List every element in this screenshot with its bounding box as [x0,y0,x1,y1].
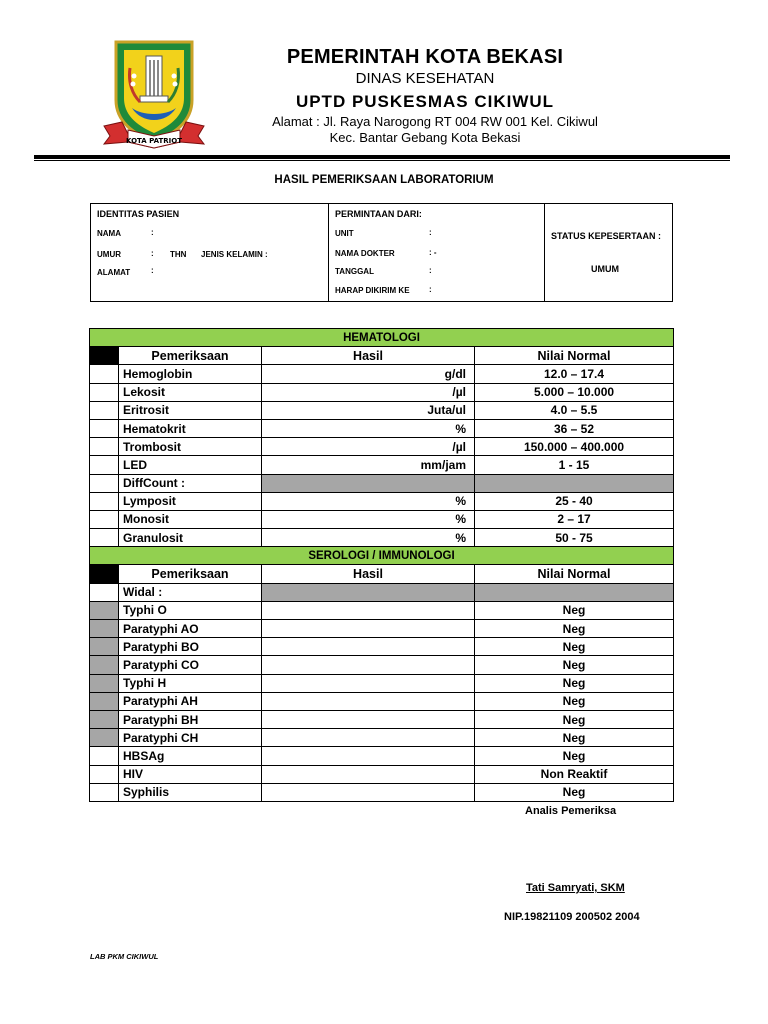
normal-value: Neg [475,747,674,765]
table-row [90,383,674,401]
result-cell [262,656,475,674]
hematologi-title-row [90,329,674,347]
patient-info-box [90,203,673,302]
row-marker-cell [90,656,119,674]
row-marker-cell [90,492,119,510]
test-name: Paratyphi CO [119,656,262,674]
result-cell [262,729,475,747]
header-address: Alamat : Jl. Raya Narogong RT 004 RW 001 Kel. Cikiwul [272,114,598,129]
table-row [90,438,674,456]
normal-value: 5.000 – 10.000 [475,383,674,401]
col-header-nilai-normal: Nilai Normal [475,565,674,583]
document-title: HASIL PEMERIKSAAN LABORATORIUM [274,174,494,186]
table-row [90,674,674,692]
row-marker-cell [90,783,119,801]
test-name: Paratyphi CH [119,729,262,747]
table-row [90,529,674,547]
status-value: UMUM [591,264,619,274]
test-name: Syphilis [119,783,262,801]
value-nama-dokter: : - [429,248,437,257]
test-name: Eritrosit [119,401,262,419]
hematologi-header-row [90,347,674,365]
header-government: PEMERINTAH KOTA BEKASI [286,46,564,68]
table-row [90,783,674,801]
request-heading: PERMINTAAN DARI: [335,209,422,219]
table-row [90,729,674,747]
test-name: Typhi O [119,601,262,619]
status-section [545,204,672,301]
test-name: Hematokrit [119,419,262,437]
result-cell: /µl [262,383,475,401]
result-cell [262,638,475,656]
result-cell: Juta/ul [262,401,475,419]
test-name: Paratyphi BH [119,710,262,728]
result-cell [262,583,475,601]
analyst-name: Tati Samryati, SKM [526,882,625,894]
row-marker-cell [90,438,119,456]
kota-bekasi-emblem [102,38,206,150]
normal-value: 150.000 – 400.000 [475,438,674,456]
header-marker-cell [90,347,119,365]
request-section [329,204,545,301]
colon-harap-dikirim: : [429,285,432,294]
table-row [90,401,674,419]
colon-unit: : [429,228,432,237]
table-row [90,510,674,528]
status-heading: STATUS KEPESERTAAN : [551,231,662,241]
table-row [90,765,674,783]
row-marker-cell [90,583,119,601]
table-row [90,474,674,492]
normal-value: Neg [475,692,674,710]
footer-label: LAB PKM CIKIWUL [90,952,159,961]
header-rule-thin [34,160,730,161]
col-header-pemeriksaan: Pemeriksaan [119,347,262,365]
hematologi-title: HEMATOLOGI [90,329,674,347]
normal-value: Neg [475,638,674,656]
label-umur: UMUR [97,250,121,259]
test-name: Granulosit [119,529,262,547]
header-rule-thick [34,155,730,159]
result-cell [262,674,475,692]
normal-value: Non Reaktif [475,765,674,783]
analyst-role: Analis Pemeriksa [525,805,617,817]
result-cell [262,747,475,765]
colon-alamat: : [151,266,154,275]
colon-tanggal: : [429,266,432,275]
patient-identity-section [91,204,329,301]
row-marker-cell [90,692,119,710]
test-name: Widal : [119,583,262,601]
row-marker-cell [90,401,119,419]
serologi-title-row [90,547,674,565]
row-marker-cell [90,601,119,619]
result-cell [262,692,475,710]
normal-value: Neg [475,783,674,801]
header-district: Kec. Bantar Gebang Kota Bekasi [329,130,521,145]
normal-value: 4.0 – 5.5 [475,401,674,419]
row-marker-cell [90,383,119,401]
normal-value: Neg [475,601,674,619]
normal-value [475,583,674,601]
header-puskesmas: UPTD PUSKESMAS CIKIWUL [295,92,555,111]
table-row [90,692,674,710]
test-name: Lekosit [119,383,262,401]
normal-value: 25 - 40 [475,492,674,510]
col-header-nilai-normal: Nilai Normal [475,347,674,365]
header-marker-cell [90,565,119,583]
result-cell [262,765,475,783]
table-row [90,583,674,601]
result-cell: % [262,510,475,528]
col-header-pemeriksaan: Pemeriksaan [119,565,262,583]
result-cell: % [262,419,475,437]
test-name: HBSAg [119,747,262,765]
result-cell [262,474,475,492]
table-row [90,419,674,437]
test-name: Lymposit [119,492,262,510]
table-row [90,456,674,474]
result-cell [262,783,475,801]
test-name: Hemoglobin [119,365,262,383]
result-cell [262,710,475,728]
serologi-header-row [90,565,674,583]
normal-value: 36 – 52 [475,419,674,437]
table-row [90,492,674,510]
label-tanggal: TANGGAL [335,267,374,276]
test-name: Trombosit [119,438,262,456]
row-marker-cell [90,620,119,638]
result-cell: mm/jam [262,456,475,474]
logo-ribbon-text: KOTA PATRIOT [125,137,183,145]
label-nama-dokter: NAMA DOKTER [335,249,395,258]
colon-nama: : [151,228,154,237]
test-name: Paratyphi AO [119,620,262,638]
test-name: HIV [119,765,262,783]
col-header-hasil: Hasil [262,565,475,583]
test-name: Typhi H [119,674,262,692]
serologi-title: SEROLOGI / IMMUNOLOGI [90,547,674,565]
row-marker-cell [90,510,119,528]
label-jenis-kelamin: JENIS KELAMIN : [201,250,268,259]
row-marker-cell [90,529,119,547]
table-row [90,620,674,638]
normal-value: Neg [475,674,674,692]
row-marker-cell [90,765,119,783]
row-marker-cell [90,456,119,474]
table-row [90,365,674,383]
normal-value: Neg [475,620,674,638]
result-cell: g/dl [262,365,475,383]
normal-value: Neg [475,710,674,728]
header-department: DINAS KESEHATAN [355,70,495,87]
row-marker-cell [90,710,119,728]
result-cell [262,601,475,619]
row-marker-cell [90,474,119,492]
normal-value: Neg [475,729,674,747]
result-cell [262,620,475,638]
row-marker-cell [90,419,119,437]
label-nama: NAMA [97,229,121,238]
lab-results-table [89,328,674,802]
table-row [90,601,674,619]
row-marker-cell [90,365,119,383]
row-marker-cell [90,674,119,692]
label-alamat: ALAMAT [97,268,131,277]
result-cell: % [262,529,475,547]
test-name: Paratyphi BO [119,638,262,656]
label-thn: THN [170,250,187,259]
normal-value: 50 - 75 [475,529,674,547]
table-row [90,656,674,674]
identity-heading: IDENTITAS PASIEN [97,209,180,219]
test-name: LED [119,456,262,474]
result-cell: /µl [262,438,475,456]
normal-value [475,474,674,492]
test-name: Monosit [119,510,262,528]
normal-value: 1 - 15 [475,456,674,474]
table-row [90,747,674,765]
test-name: DiffCount : [119,474,262,492]
col-header-hasil: Hasil [262,347,475,365]
test-name: Paratyphi AH [119,692,262,710]
label-unit: UNIT [335,229,354,238]
label-harap-dikirim: HARAP DIKIRIM KE [335,286,410,295]
row-marker-cell [90,747,119,765]
colon-umur: : [151,249,154,258]
table-row [90,638,674,656]
analyst-nip: NIP.19821109 200502 2004 [504,911,640,923]
normal-value: Neg [475,656,674,674]
normal-value: 12.0 – 17.4 [475,365,674,383]
table-row [90,710,674,728]
result-cell: % [262,492,475,510]
row-marker-cell [90,638,119,656]
row-marker-cell [90,729,119,747]
normal-value: 2 – 17 [475,510,674,528]
